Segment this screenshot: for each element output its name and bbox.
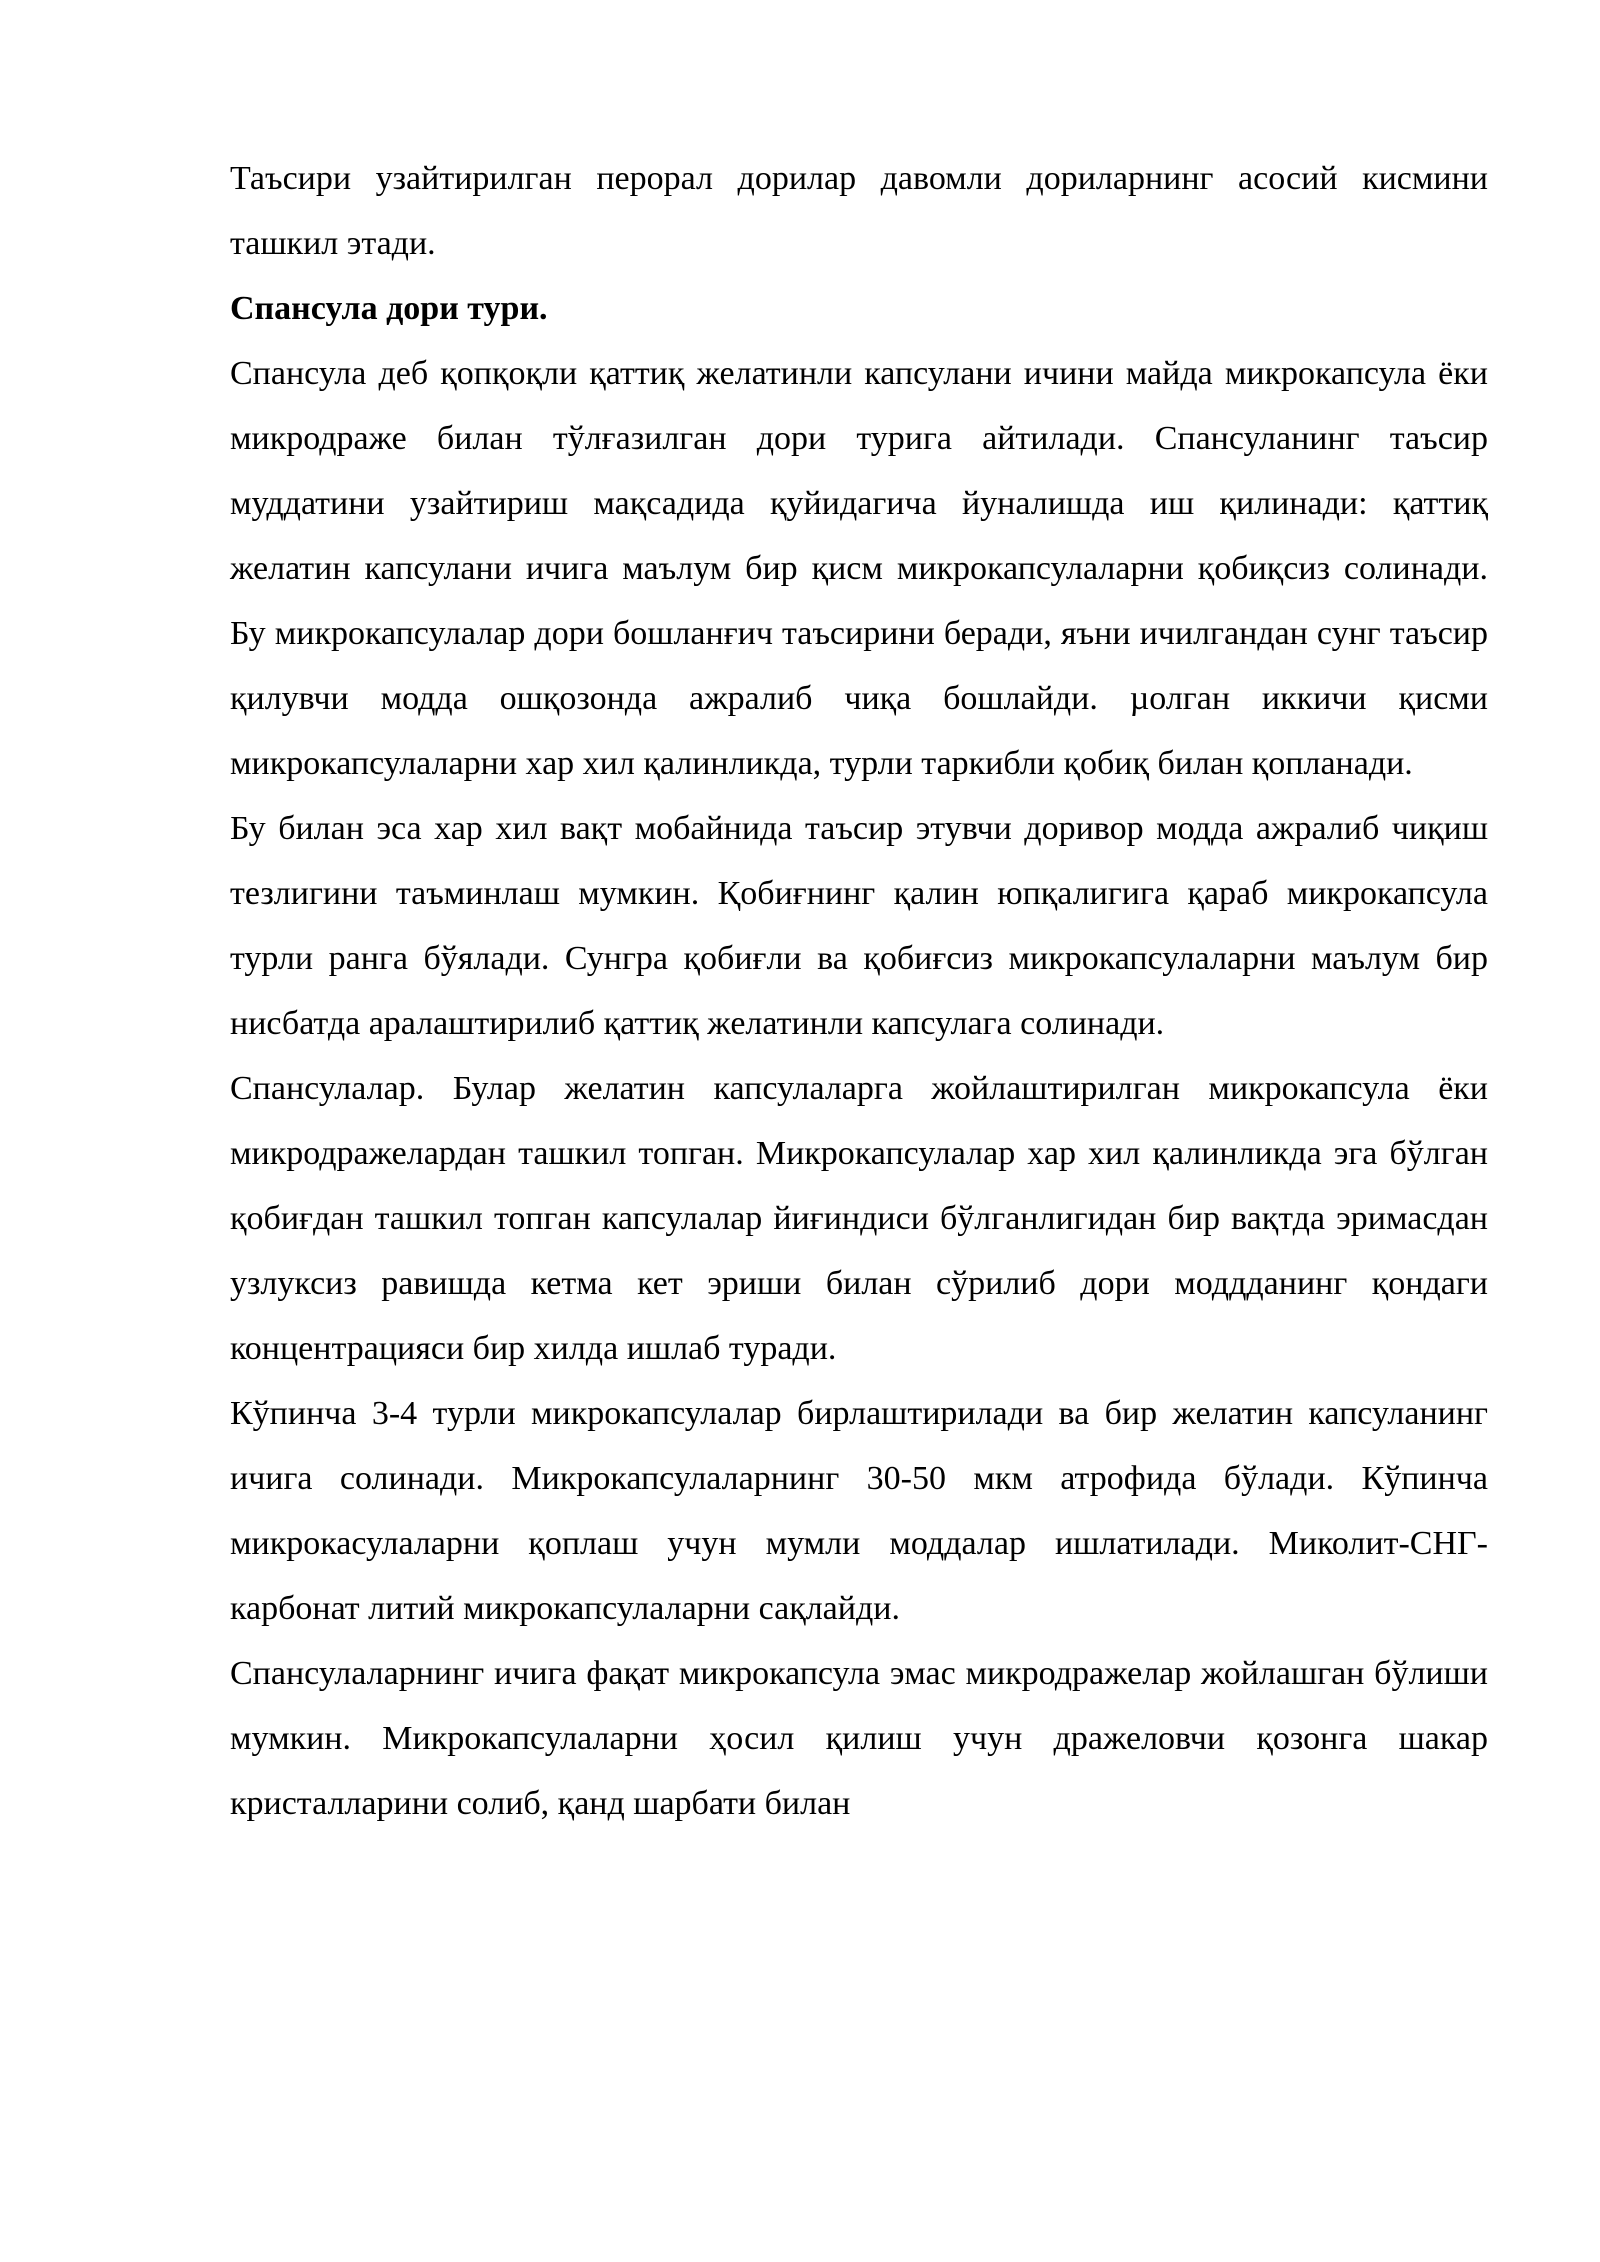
paragraph-microdragees: Спансулаларнинг ичига фақат микрокапсула эмас микродражелар жойлашган бўлиши мумкин. Микрокапсулаларни ҳосил қилиш учун дражеловчи қозонга шакар кристалларини солиб, қанд шарбати билан xyxy=(230,1655,1488,1822)
paragraph-release-rate: Бу билан эса хар хил вақт мобайнида таъсир этувчи доривор модда ажралиб чиқиш тезлигини таъминлаш мумкин. Қобиғнинг қалин юпқалигига қараб микрокапсула турли ранга бўялади. Сунгра қобиғли ва қобиғсиз микрокапсулаларни маълум бир нисбатда аралаштирилиб қаттиқ желатинли капсулага солинади. xyxy=(230,810,1488,1042)
page-body xyxy=(230,146,1488,1836)
paragraph-definition: Спансула деб қопқоқли қаттиқ желатинли капсулани ичини майда микрокапсула ёки микродраже билан тўлғазилган дори турига айтилади. Спансуланинг таъсир муддатини узайтириш мақсадида қуйидагича йуналишда иш қилинади: қаттиқ желатин капсулани ичига маълум бир қисм микрокапсулаларни қобиқсиз солинади. Бу микрокапсулалар дори бошланғич таъсирини беради, яъни ичилгандан сунг таъсир қилувчи модда ошқозонда ажралиб чиқа бошлайди. µолган иккичи қисми микрокапсулаларни хар хил қалинликда, турли таркибли қобиқ билан қопланади. xyxy=(230,355,1488,782)
section-heading: Спансула дори тури. xyxy=(230,290,548,327)
paragraph-spansules: Спансулалар. Булар желатин капсулаларга жойлаштирилган микрокапсула ёки микродражелардан ташкил топган. Микрокапсулалар хар хил қалинликда эга бўлган қобиғдан ташкил топган капсулалар йиғиндиси бўлганлигидан бир вақтда эримасдан узлуксиз равишда кетма кет эриши билан сўрилиб дори моддданинг қондаги концентрацияси бир хилда ишлаб туради. xyxy=(230,1070,1488,1367)
paragraph-microcapsules: Кўпинча 3-4 турли микрокапсулалар бирлаштирилади ва бир желатин капсуланинг ичига солинади. Микрокапсулаларнинг 30-50 мкм атрофида бўлади. Кўпинча микрокасулаларни қоплаш учун мумли моддалар ишлатилади. Миколит-СНГ-карбонат литий микрокапсулаларни сақлайди. xyxy=(230,1395,1488,1627)
paragraph-intro: Таъсири узайтирилган перорал дорилар давомли дориларнинг асосий кисмини ташкил этади. xyxy=(230,160,1488,262)
